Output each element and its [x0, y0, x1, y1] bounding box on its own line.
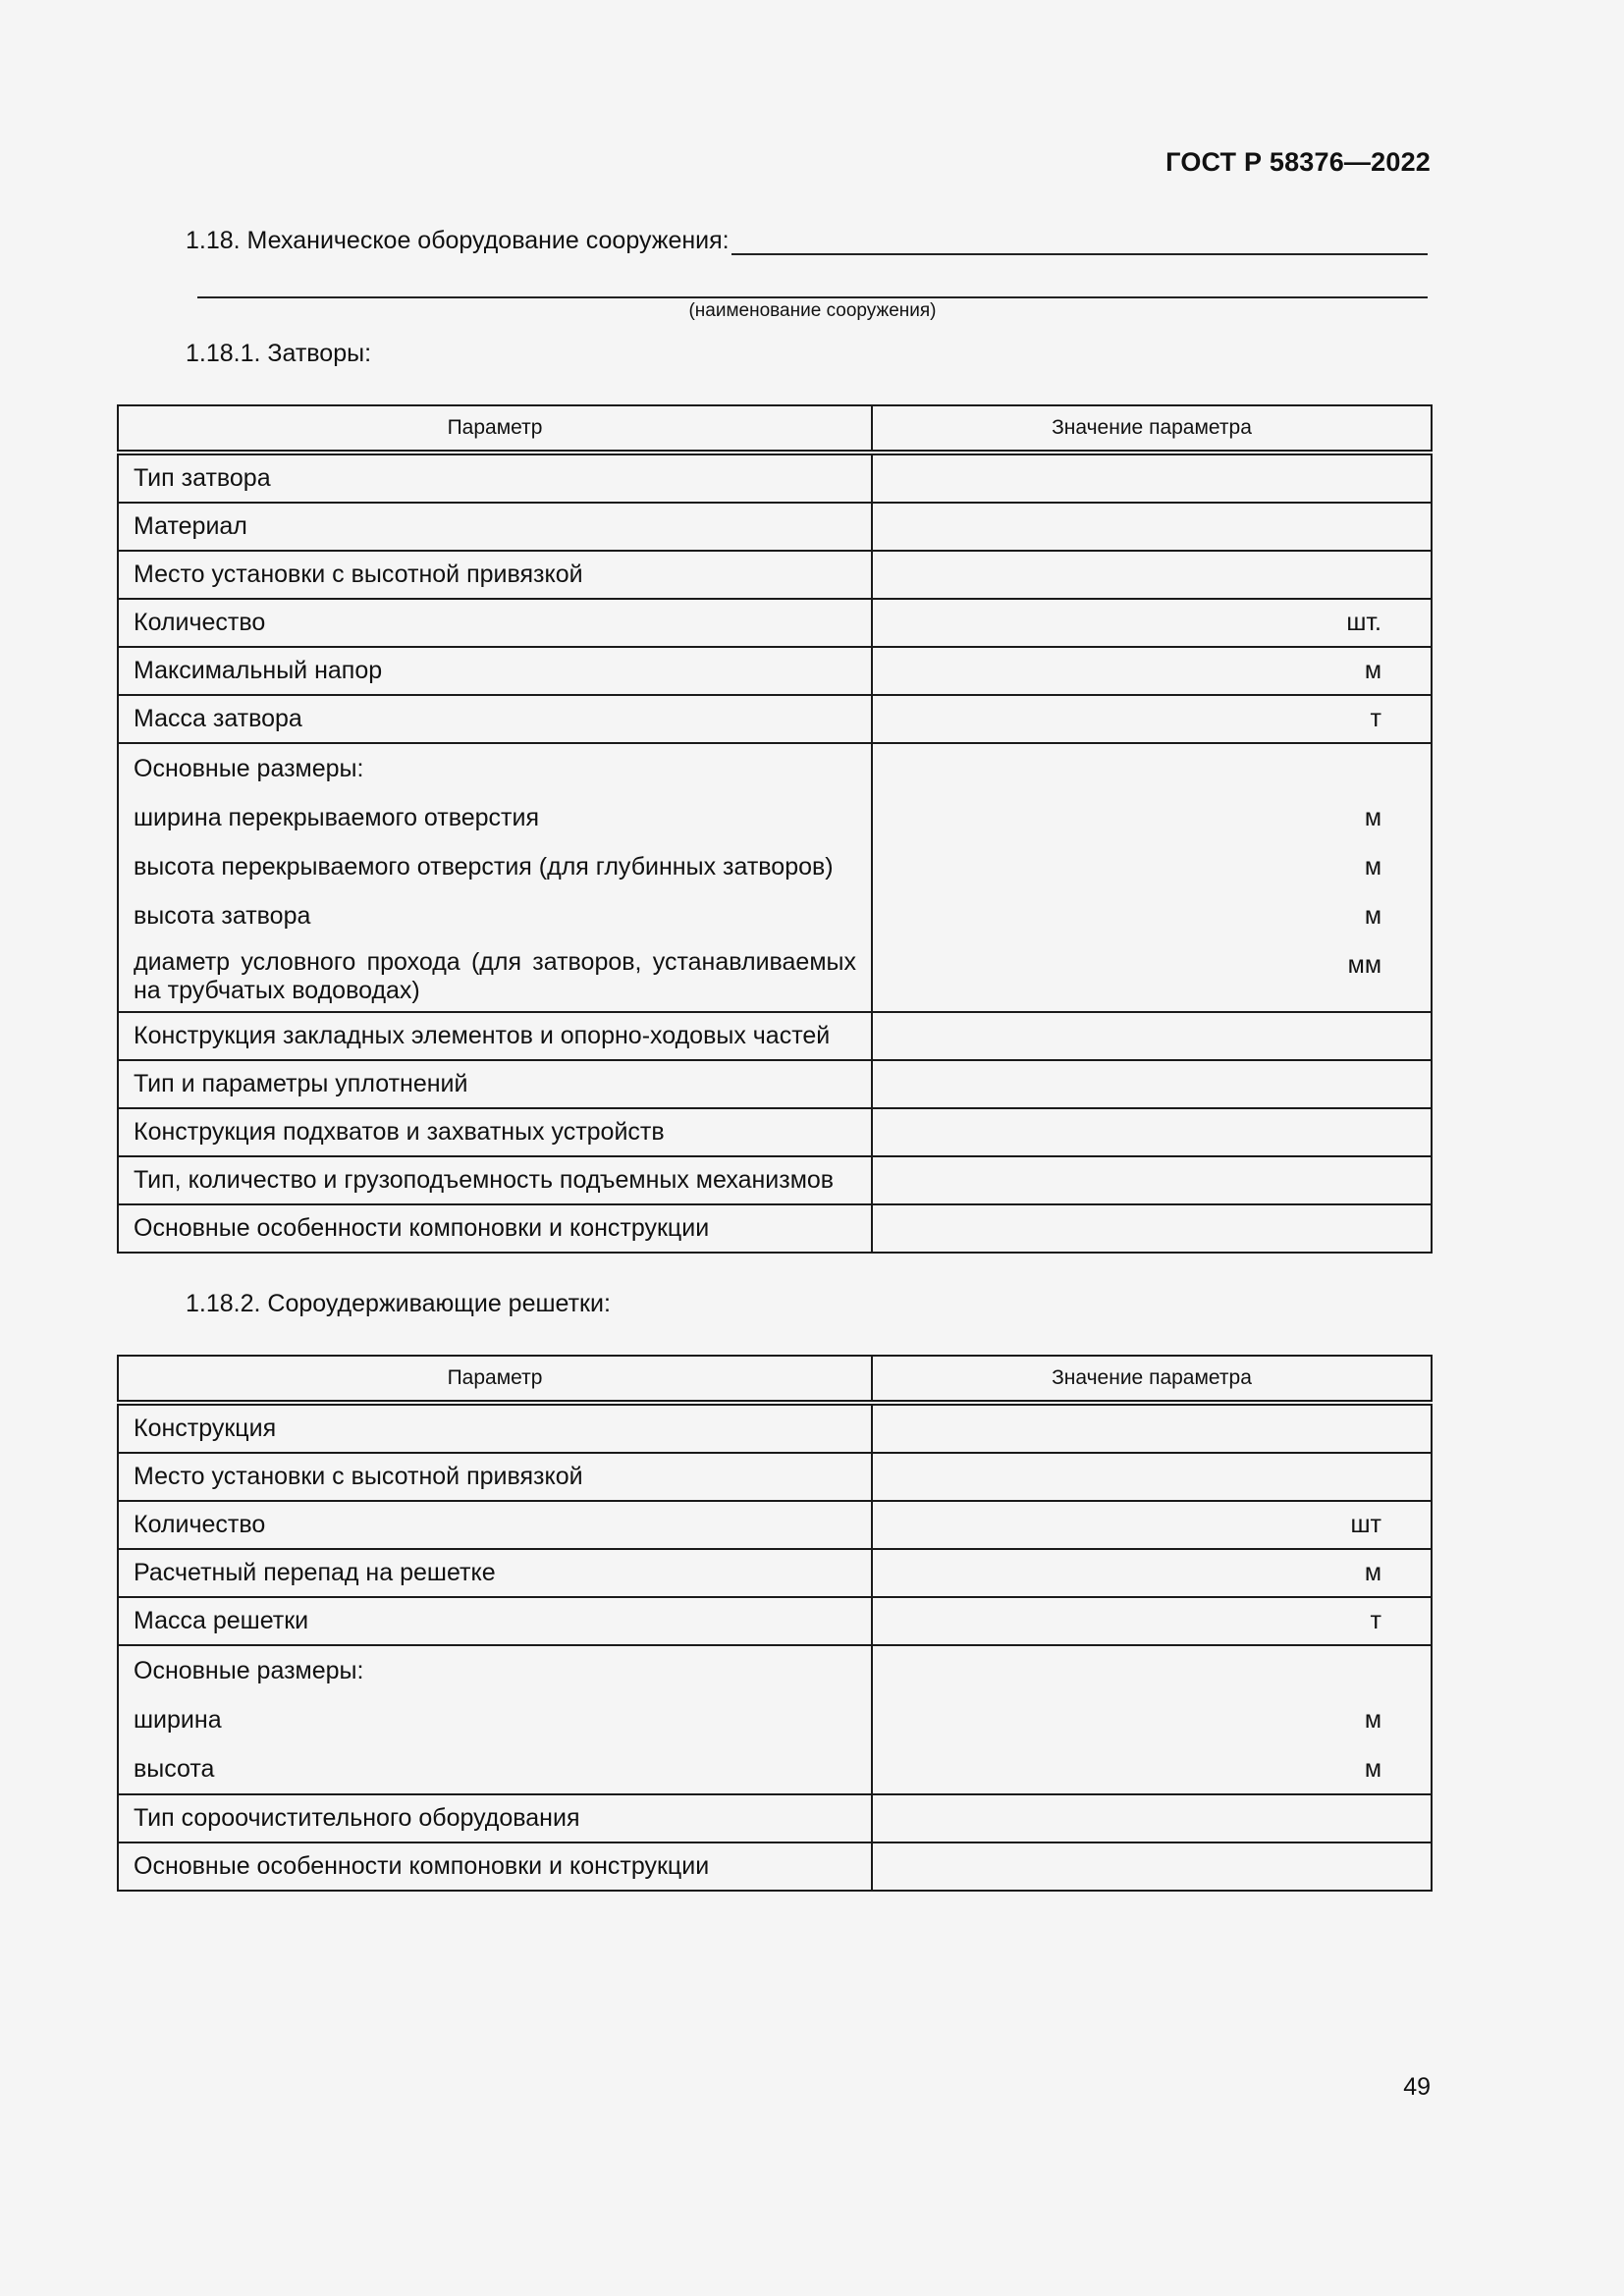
- param-cell: Конструкция подхватов и захватных устройств: [118, 1108, 872, 1156]
- value-cell: м: [872, 1549, 1432, 1597]
- param-cell: Основные особенности компоновки и конструкции: [118, 1204, 872, 1253]
- value-cell: [872, 1012, 1432, 1060]
- dimension-item: высота перекрываемого отверстия (для глубинных затворов): [134, 853, 834, 881]
- table-row: [118, 1204, 1432, 1253]
- dimension-item: ширина перекрываемого отверстия: [134, 804, 539, 831]
- param-cell: Количество: [118, 1501, 872, 1549]
- grates-heading: 1.18.2. Сороудерживающие решетки:: [186, 1290, 611, 1317]
- dimension-item: высота: [134, 1755, 215, 1783]
- param-cell: Масса затвора: [118, 695, 872, 743]
- table-row: [118, 453, 1432, 503]
- param-cell: Количество: [118, 599, 872, 647]
- param-cell: Расчетный перепад на решетке: [118, 1549, 872, 1597]
- document-code: ГОСТ Р 58376—2022: [1165, 147, 1431, 177]
- table-row: [118, 1156, 1432, 1204]
- page-number: 49: [1403, 2073, 1431, 2101]
- gates-col-param: Параметр: [118, 405, 872, 453]
- structure-name-fill-line: [731, 226, 1428, 255]
- grates-table: [117, 1355, 1433, 1892]
- value-cell: [872, 1842, 1432, 1891]
- param-cell: [118, 1645, 872, 1794]
- unit-label: м: [1364, 853, 1381, 881]
- dimensions-heading: Основные размеры:: [134, 1657, 364, 1684]
- param-cell: Конструкция закладных элементов и опорно-ходовых частей: [118, 1012, 872, 1060]
- table-row-dimensions: [118, 1645, 1432, 1794]
- dimension-item: диаметр условного прохода (для затворов, устанавливаемых на трубчатых водоводах): [134, 948, 856, 1004]
- param-cell: Место установки с высотной привязкой: [118, 551, 872, 599]
- table-row: [118, 1549, 1432, 1597]
- value-cell: [872, 1108, 1432, 1156]
- grates-header-row: [118, 1356, 1432, 1403]
- value-cell: т: [872, 695, 1432, 743]
- gates-header-row: [118, 405, 1432, 453]
- param-cell: Материал: [118, 503, 872, 551]
- gates-col-value: Значение параметра: [872, 405, 1432, 453]
- value-cell: [872, 551, 1432, 599]
- grates-col-value: Значение параметра: [872, 1356, 1432, 1403]
- value-cell: [872, 1204, 1432, 1253]
- table-row: [118, 503, 1432, 551]
- unit-label: м: [1364, 1706, 1381, 1734]
- param-cell: Конструкция: [118, 1403, 872, 1453]
- table-row: [118, 1794, 1432, 1842]
- param-cell: Тип затвора: [118, 453, 872, 503]
- value-cell: [872, 1060, 1432, 1108]
- gates-table: [117, 404, 1433, 1254]
- param-cell: Основные особенности компоновки и конструкции: [118, 1842, 872, 1891]
- table-row: [118, 695, 1432, 743]
- value-cell: [872, 1156, 1432, 1204]
- dimension-item: ширина: [134, 1706, 222, 1734]
- grates-col-param: Параметр: [118, 1356, 872, 1403]
- value-cell: [872, 743, 1432, 1012]
- param-cell: Место установки с высотной привязкой: [118, 1453, 872, 1501]
- unit-label: м: [1364, 804, 1381, 831]
- structure-name-caption: (наименование сооружения): [688, 300, 937, 321]
- value-cell: [872, 1794, 1432, 1842]
- value-cell: шт.: [872, 599, 1432, 647]
- value-cell: [872, 453, 1432, 503]
- table-row: [118, 1012, 1432, 1060]
- section-title: 1.18. Механическое оборудование сооружения:: [186, 227, 730, 254]
- param-cell: Тип, количество и грузоподъемность подъемных механизмов: [118, 1156, 872, 1204]
- value-cell: шт: [872, 1501, 1432, 1549]
- value-cell: м: [872, 647, 1432, 695]
- section-heading: [186, 226, 1428, 255]
- value-cell: [872, 1645, 1432, 1794]
- table-row: [118, 1403, 1432, 1453]
- table-row: [118, 599, 1432, 647]
- value-cell: [872, 1453, 1432, 1501]
- unit-label: м: [1364, 1755, 1381, 1783]
- table-row: [118, 647, 1432, 695]
- table-row: [118, 1108, 1432, 1156]
- structure-name-line: [197, 296, 1428, 298]
- param-cell: Тип и параметры уплотнений: [118, 1060, 872, 1108]
- unit-label: мм: [1347, 951, 1381, 979]
- table-row: [118, 1597, 1432, 1645]
- table-row: [118, 1842, 1432, 1891]
- unit-label: м: [1364, 902, 1381, 930]
- value-cell: [872, 503, 1432, 551]
- value-cell: [872, 1403, 1432, 1453]
- param-cell: [118, 743, 872, 1012]
- table-row: [118, 551, 1432, 599]
- value-cell: т: [872, 1597, 1432, 1645]
- param-cell: Масса решетки: [118, 1597, 872, 1645]
- table-row: [118, 1453, 1432, 1501]
- table-row-dimensions: [118, 743, 1432, 1012]
- table-row: [118, 1501, 1432, 1549]
- dimensions-heading: Основные размеры:: [134, 755, 364, 782]
- param-cell: Тип сороочистительного оборудования: [118, 1794, 872, 1842]
- gates-heading: 1.18.1. Затворы:: [186, 340, 372, 367]
- table-row: [118, 1060, 1432, 1108]
- dimension-item: высота затвора: [134, 902, 311, 930]
- param-cell: Максимальный напор: [118, 647, 872, 695]
